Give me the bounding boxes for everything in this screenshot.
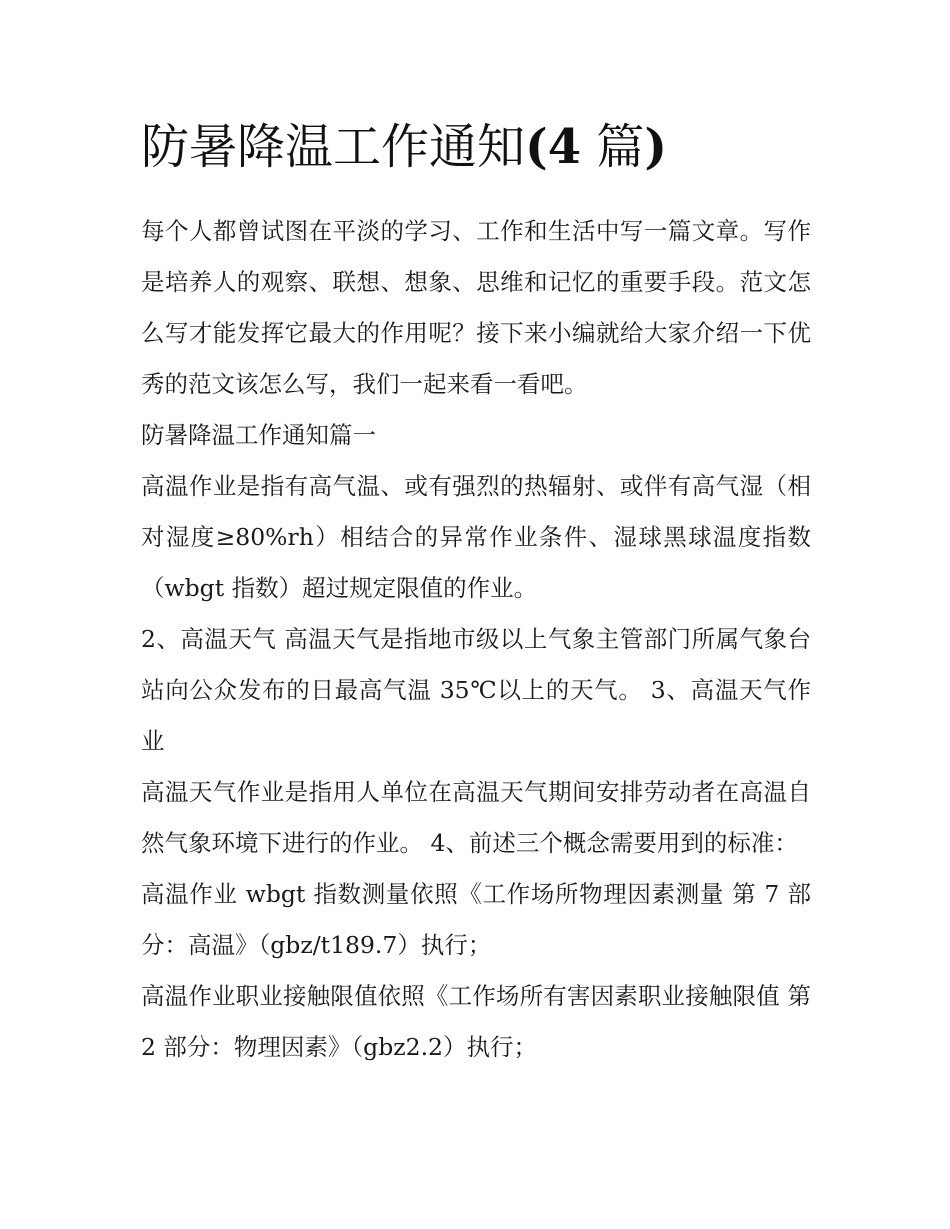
paragraph-weather-work: 高温天气作业是指用人单位在高温天气期间安排劳动者在高温自然气象环境下进行的作业。 4、前述三个概念需要用到的标准： — [141, 778, 811, 857]
title-main: 防暑降温工作通知 — [141, 119, 526, 175]
paragraph-high-temp-weather: 2、高温天气 高温天气是指地市级以上气象主管部门所属气象台站向公众发布的日最高气温 35℃以上的天气。 3、高温天气作业 — [141, 625, 811, 755]
intro-paragraph: 每个人都曾试图在平淡的学习、工作和生活中写一篇文章。写作是培养人的观察、联想、想象、思维和记忆的重要手段。范文怎么写才能发挥它最大的作用呢？接下来小编就给大家介绍一下优秀的范文该怎么写，我们一起来看一看吧。 — [141, 217, 811, 398]
document-body — [141, 110, 811, 1073]
section-heading: 防暑降温工作通知篇一 — [141, 421, 376, 449]
title-unit: 篇 — [581, 119, 645, 175]
title-paren-close: ) — [644, 119, 668, 175]
paragraph-high-temp-work: 高温作业是指有高气温、或有强烈的热辐射、或伴有高气湿（相对湿度≥80%rh）相结合的异常作业条件、湿球黑球温度指数（wbgt 指数）超过规定限值的作业。 — [141, 472, 811, 602]
paragraph-wbgt-standard: 高温作业 wbgt 指数测量依照《工作场所物理因素测量 第 7 部分：高温》（gbz/t189.7）执行； — [141, 880, 811, 959]
document-title — [141, 110, 811, 184]
paragraph-exposure-limit: 高温作业职业接触限值依照《工作场所有害因素职业接触限值 第 2 部分：物理因素》（gbz2.2）执行； — [141, 982, 811, 1061]
title-paren-open: ( — [525, 119, 548, 175]
title-count: 4 — [547, 119, 582, 175]
